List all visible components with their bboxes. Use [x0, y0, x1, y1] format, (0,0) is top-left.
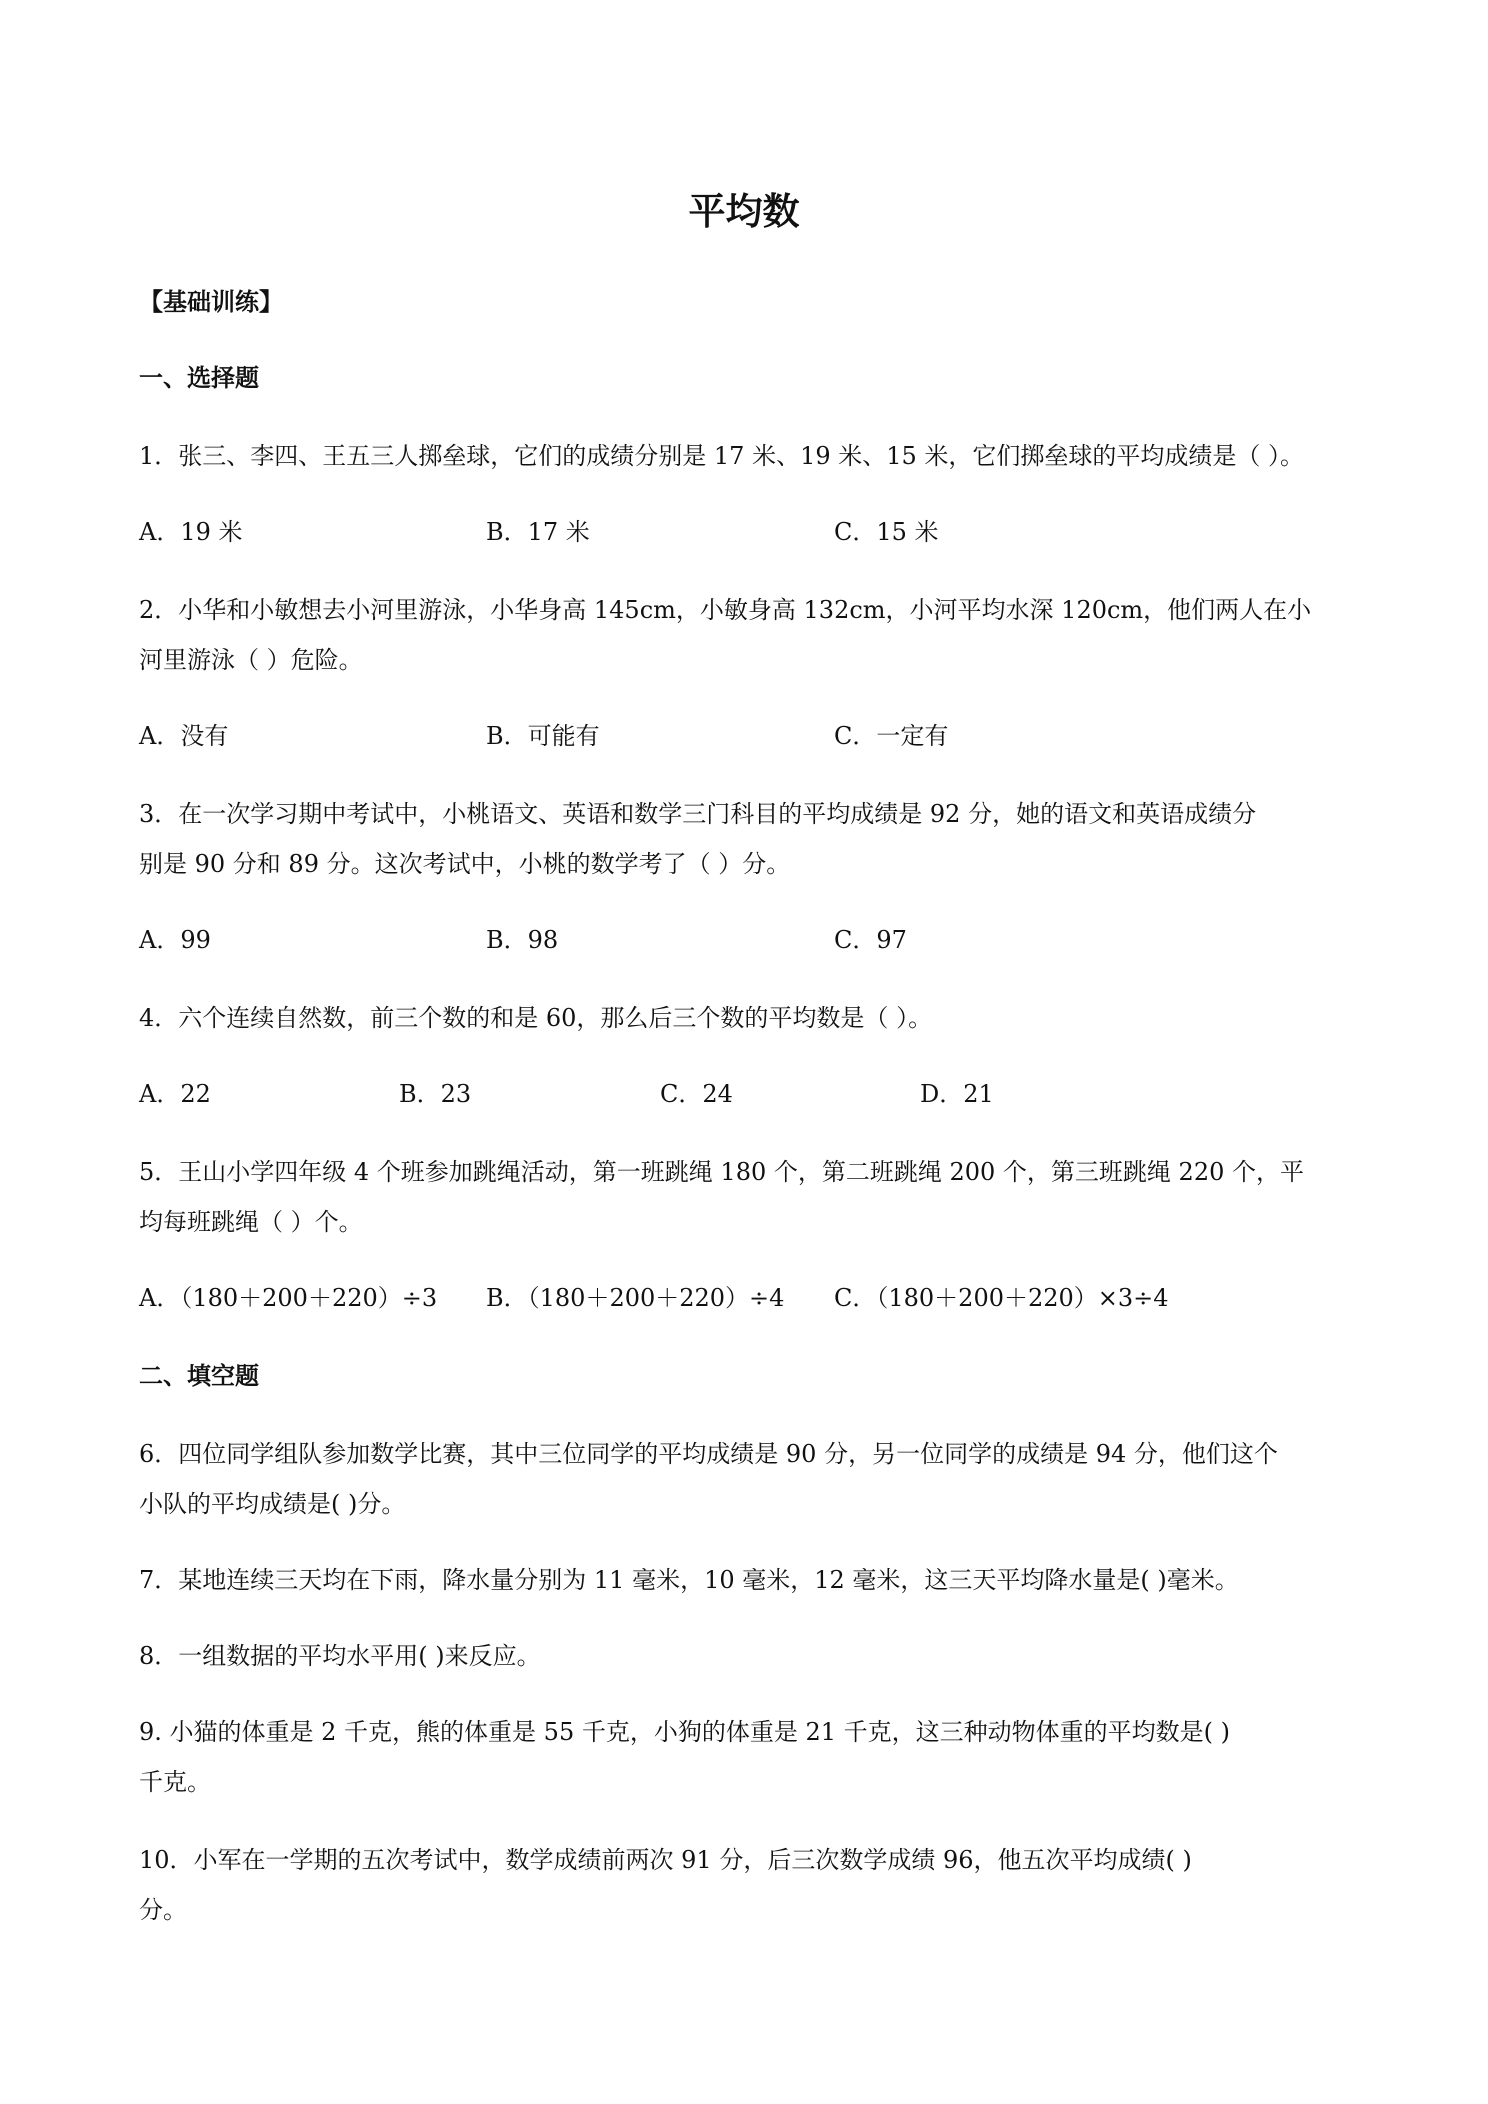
question-8: 8．一组数据的平均水平用( )来反应。 [139, 1642, 541, 1670]
page-title: 平均数 [688, 190, 800, 233]
section-label: 【基础训练】 [139, 288, 283, 316]
question-2-line1: 2．小华和小敏想去小河里游泳，小华身高 145cm，小敏身高 132cm，小河平均水深 120cm，他们两人在小 [139, 596, 1312, 624]
question-9-line1: 9. 小猫的体重是 2 千克，熊的体重是 55 千克，小狗的体重是 21 千克，这三种动物体重的平均数是( ) [139, 1718, 1231, 1746]
q4-option-a: A．22 [139, 1080, 211, 1108]
q4-option-c: C．24 [660, 1080, 733, 1108]
part2-heading: 二、填空题 [139, 1362, 259, 1390]
q1-option-b: B．17 米 [486, 518, 590, 546]
q2-option-b: B．可能有 [486, 722, 600, 750]
q4-option-b: B．23 [399, 1080, 472, 1108]
q5-option-b: B．（180＋200＋220）÷4 [486, 1284, 785, 1312]
q4-option-d: D．21 [920, 1080, 994, 1108]
question-1: 1．张三、李四、王五三人掷垒球，它们的成绩分别是 17 米、19 米、15 米，它们掷垒球的平均成绩是（ ）。 [139, 442, 1305, 470]
question-3-line2: 别是 90 分和 89 分。这次考试中，小桃的数学考了（ ）分。 [139, 850, 791, 878]
q5-option-c: C．（180＋200＋220）×3÷4 [834, 1284, 1169, 1312]
question-3-line1: 3．在一次学习期中考试中，小桃语文、英语和数学三门科目的平均成绩是 92 分，她的语文和英语成绩分 [139, 800, 1257, 828]
question-5-line1: 5．王山小学四年级 4 个班参加跳绳活动，第一班跳绳 180 个，第二班跳绳 200 个，第三班跳绳 220 个，平 [139, 1158, 1304, 1186]
part1-heading: 一、选择题 [139, 364, 259, 392]
question-6-line1: 6．四位同学组队参加数学比赛，其中三位同学的平均成绩是 90 分，另一位同学的成绩是 94 分，他们这个 [139, 1440, 1278, 1468]
q3-option-c: C．97 [834, 926, 907, 954]
question-10-line2: 分。 [139, 1896, 187, 1924]
q1-option-a: A．19 米 [139, 518, 243, 546]
q1-option-c: C．15 米 [834, 518, 939, 546]
q2-option-a: A．没有 [139, 722, 229, 750]
q2-option-c: C．一定有 [834, 722, 949, 750]
q3-option-a: A．99 [139, 926, 211, 954]
question-9-line2: 千克。 [139, 1768, 211, 1796]
question-2-line2: 河里游泳（ ）危险。 [139, 646, 363, 674]
question-10-line1: 10．小军在一学期的五次考试中，数学成绩前两次 91 分，后三次数学成绩 96，他五次平均成绩( ) [139, 1846, 1192, 1874]
q5-option-a: A．（180＋200＋220）÷3 [139, 1284, 438, 1312]
question-7: 7．某地连续三天均在下雨，降水量分别为 11 毫米，10 毫米，12 毫米，这三天平均降水量是( )毫米。 [139, 1566, 1239, 1594]
question-6-line2: 小队的平均成绩是( )分。 [139, 1490, 406, 1518]
question-5-line2: 均每班跳绳（ ）个。 [139, 1208, 363, 1236]
question-4: 4．六个连续自然数，前三个数的和是 60，那么后三个数的平均数是（ ）。 [139, 1004, 933, 1032]
q3-option-b: B．98 [486, 926, 559, 954]
